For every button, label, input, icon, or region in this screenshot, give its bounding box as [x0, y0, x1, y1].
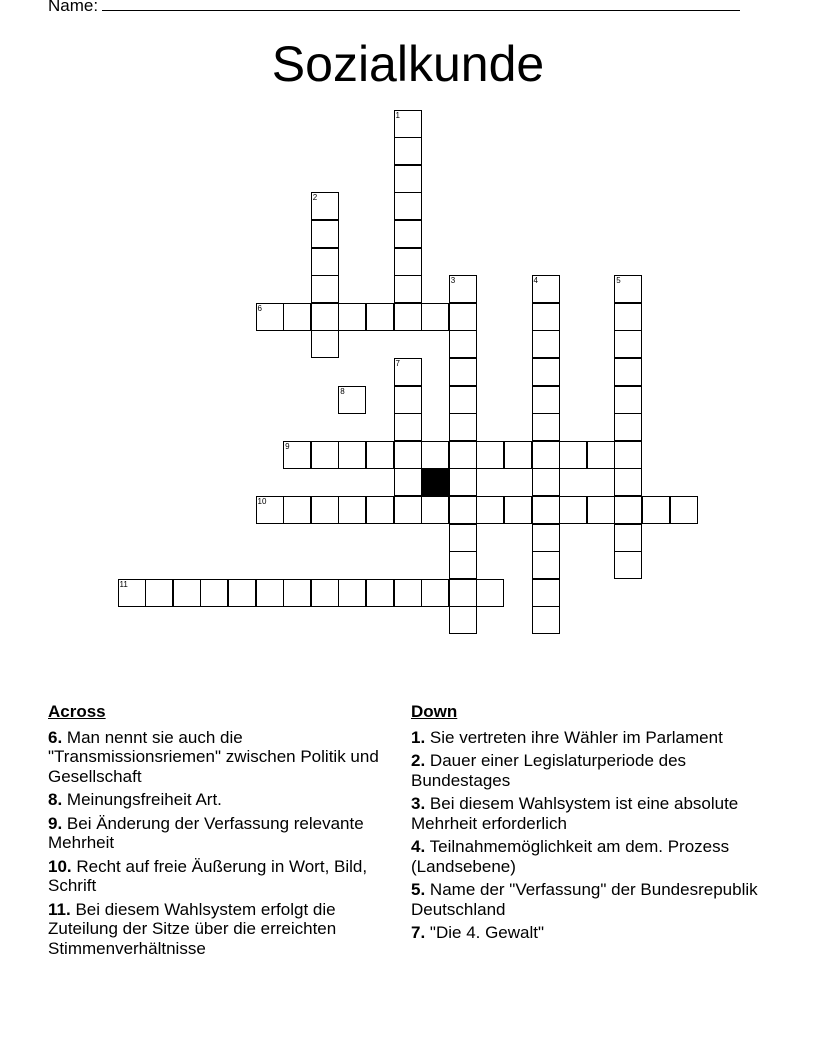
- grid-cell[interactable]: [173, 579, 201, 607]
- grid-cell[interactable]: [394, 137, 422, 165]
- across-heading: Across: [48, 702, 106, 721]
- grid-cell[interactable]: [504, 496, 532, 524]
- clue-number: 8: [340, 386, 345, 396]
- grid-cell[interactable]: [311, 441, 339, 469]
- grid-cell[interactable]: [311, 303, 339, 331]
- clue-text: Meinungsfreiheit Art.: [66, 790, 222, 809]
- grid-cell[interactable]: [614, 413, 642, 441]
- grid-cell[interactable]: [311, 192, 339, 220]
- clue-number: 10.: [48, 856, 72, 876]
- grid-cell[interactable]: [311, 579, 339, 607]
- grid-cell[interactable]: [228, 579, 256, 607]
- grid-cell[interactable]: [559, 496, 587, 524]
- grid-cell[interactable]: [421, 303, 449, 331]
- grid-cell[interactable]: [587, 496, 615, 524]
- grid-cell[interactable]: [614, 303, 642, 331]
- grid-cell[interactable]: [200, 579, 228, 607]
- grid-cell[interactable]: [587, 441, 615, 469]
- grid-cell[interactable]: [449, 303, 477, 331]
- grid-cell[interactable]: [394, 441, 422, 469]
- grid-cell[interactable]: [394, 358, 422, 386]
- clue-number: 5.: [411, 880, 426, 899]
- grid-cell[interactable]: [614, 358, 642, 386]
- grid-cell[interactable]: [532, 303, 560, 331]
- grid-cell[interactable]: [614, 441, 642, 469]
- grid-cell[interactable]: [614, 468, 642, 496]
- grid-cell[interactable]: [421, 496, 449, 524]
- grid-cell[interactable]: [394, 248, 422, 276]
- grid-cell[interactable]: [256, 579, 284, 607]
- clue-number: 6: [257, 303, 262, 313]
- grid-cell[interactable]: [532, 496, 560, 524]
- grid-cell[interactable]: [283, 303, 311, 331]
- grid-cell[interactable]: [283, 496, 311, 524]
- name-label: Name:: [48, 0, 99, 15]
- grid-cell[interactable]: [338, 303, 366, 331]
- grid-cell[interactable]: [449, 551, 477, 579]
- down-clue: [411, 923, 771, 943]
- grid-cell[interactable]: [504, 441, 532, 469]
- grid-cell[interactable]: [449, 496, 477, 524]
- clue-number: 11.: [48, 899, 71, 919]
- grid-cell[interactable]: [449, 275, 477, 303]
- grid-cell[interactable]: [532, 275, 560, 303]
- grid-cell[interactable]: [532, 358, 560, 386]
- clue-number: 1: [395, 110, 400, 120]
- down-clue: [411, 837, 771, 876]
- grid-cell[interactable]: [311, 220, 339, 248]
- down-clues: [411, 702, 771, 947]
- grid-cell[interactable]: [449, 330, 477, 358]
- grid-cell[interactable]: [614, 551, 642, 579]
- across-clue: [48, 900, 398, 959]
- clue-text: Bei diesem Wahlsystem ist eine absolute Mehrheit erforderlich: [411, 794, 739, 833]
- grid-cell[interactable]: [476, 579, 504, 607]
- grid-cell[interactable]: [532, 468, 560, 496]
- across-clues: [48, 702, 398, 962]
- grid-cell[interactable]: [394, 165, 422, 193]
- grid-cell[interactable]: [532, 524, 560, 552]
- clue-number: 4.: [411, 837, 426, 856]
- grid-cell[interactable]: [394, 496, 422, 524]
- grid-cell[interactable]: [532, 579, 560, 607]
- grid-cell[interactable]: [449, 441, 477, 469]
- grid-cell[interactable]: [394, 386, 422, 414]
- grid-cell[interactable]: [532, 413, 560, 441]
- across-clue: [48, 857, 398, 896]
- grid-cell[interactable]: [449, 468, 477, 496]
- grid-cell[interactable]: [532, 606, 560, 634]
- clue-number: 6.: [48, 727, 63, 747]
- grid-cell[interactable]: [614, 386, 642, 414]
- grid-cell[interactable]: [366, 441, 394, 469]
- grid-cell[interactable]: [394, 110, 422, 138]
- clue-number: 3.: [411, 794, 426, 813]
- grid-cell[interactable]: [421, 441, 449, 469]
- black-cell: [421, 468, 449, 496]
- grid-cell[interactable]: [311, 496, 339, 524]
- clue-number: 9: [285, 441, 290, 451]
- clue-number: 4: [533, 276, 538, 286]
- grid-cell[interactable]: [283, 441, 311, 469]
- grid-cell[interactable]: [642, 496, 670, 524]
- grid-cell[interactable]: [394, 275, 422, 303]
- across-clue: [48, 814, 398, 853]
- grid-cell[interactable]: [366, 579, 394, 607]
- grid-cell[interactable]: [614, 496, 642, 524]
- grid-cell[interactable]: [311, 330, 339, 358]
- grid-cell[interactable]: [366, 496, 394, 524]
- grid-cell[interactable]: [338, 496, 366, 524]
- grid-cell[interactable]: [476, 441, 504, 469]
- grid-cell[interactable]: [449, 386, 477, 414]
- clue-text: Recht auf freie Äußerung in Wort, Bild, Schrift: [48, 856, 368, 895]
- grid-cell[interactable]: [394, 579, 422, 607]
- grid-cell[interactable]: [559, 441, 587, 469]
- across-clue-list: [48, 728, 398, 959]
- grid-cell[interactable]: [256, 303, 284, 331]
- grid-cell[interactable]: [145, 579, 173, 607]
- grid-cell[interactable]: [421, 579, 449, 607]
- grid-cell[interactable]: [394, 192, 422, 220]
- grid-cell[interactable]: [338, 441, 366, 469]
- grid-cell[interactable]: [449, 524, 477, 552]
- clue-text: Sie vertreten ihre Wähler im Parlament: [429, 727, 723, 747]
- across-clue: [48, 728, 398, 787]
- clue-number: 2.: [411, 751, 426, 770]
- grid-cell[interactable]: [394, 468, 422, 496]
- clue-number: 11: [119, 579, 128, 589]
- grid-cell[interactable]: [338, 386, 366, 414]
- clue-number: 10: [257, 496, 267, 506]
- clue-text: Name der "Verfassung" der Bundesrepublik Deutschland: [411, 880, 758, 919]
- grid-cell[interactable]: [614, 524, 642, 552]
- grid-cell[interactable]: [476, 496, 504, 524]
- clue-number: 1.: [411, 727, 426, 747]
- grid-cell[interactable]: [394, 413, 422, 441]
- clue-number: 2: [312, 193, 318, 203]
- clue-number: 8.: [48, 790, 63, 809]
- grid-cell[interactable]: [449, 358, 477, 386]
- grid-cell[interactable]: [532, 441, 560, 469]
- clue-text: Bei Änderung der Verfassung relevante Mehrheit: [48, 813, 364, 852]
- clue-text: Bei diesem Wahlsystem erfolgt die Zuteilung der Sitze über die erreichten Stimmenverhältnisse: [48, 899, 337, 958]
- clue-text: Man nennt sie auch die "Transmissionsriemen" zwischen Politik und Gesellschaft: [48, 727, 379, 786]
- clue-number: 9.: [48, 813, 63, 833]
- grid-cell[interactable]: [256, 496, 284, 524]
- clue-text: "Die 4. Gewalt": [429, 923, 545, 942]
- grid-cell[interactable]: [311, 275, 339, 303]
- clue-number: 5: [616, 276, 621, 286]
- grid-cell[interactable]: [614, 330, 642, 358]
- grid-cell[interactable]: [449, 606, 477, 634]
- grid-cell[interactable]: [532, 551, 560, 579]
- clue-text: Dauer einer Legislaturperiode des Bundestages: [411, 751, 687, 790]
- clue-text: Teilnahmemöglichkeit am dem. Prozess (Landsebene): [411, 837, 730, 876]
- across-clue: [48, 790, 398, 810]
- grid-cell[interactable]: [532, 330, 560, 358]
- grid-cell[interactable]: [366, 303, 394, 331]
- grid-cell[interactable]: [670, 496, 698, 524]
- down-clue: [411, 728, 771, 748]
- grid-cell[interactable]: [283, 579, 311, 607]
- down-clue: [411, 751, 771, 790]
- grid-cell[interactable]: [118, 579, 146, 607]
- grid-cell[interactable]: [394, 220, 422, 248]
- grid-cell[interactable]: [614, 275, 642, 303]
- grid-cell[interactable]: [311, 248, 339, 276]
- clue-number: 3: [450, 276, 456, 286]
- clue-number: 7.: [411, 923, 426, 942]
- grid-cell[interactable]: [449, 579, 477, 607]
- grid-cell[interactable]: [449, 413, 477, 441]
- down-clue: [411, 794, 771, 833]
- grid-cell[interactable]: [338, 579, 366, 607]
- down-clue: [411, 880, 771, 919]
- grid-cell[interactable]: [394, 303, 422, 331]
- down-clue-list: [411, 728, 771, 943]
- page-title: Sozialkunde: [271, 36, 545, 92]
- clue-number: 7: [395, 358, 400, 368]
- down-heading: Down: [411, 702, 458, 721]
- grid-cell[interactable]: [532, 386, 560, 414]
